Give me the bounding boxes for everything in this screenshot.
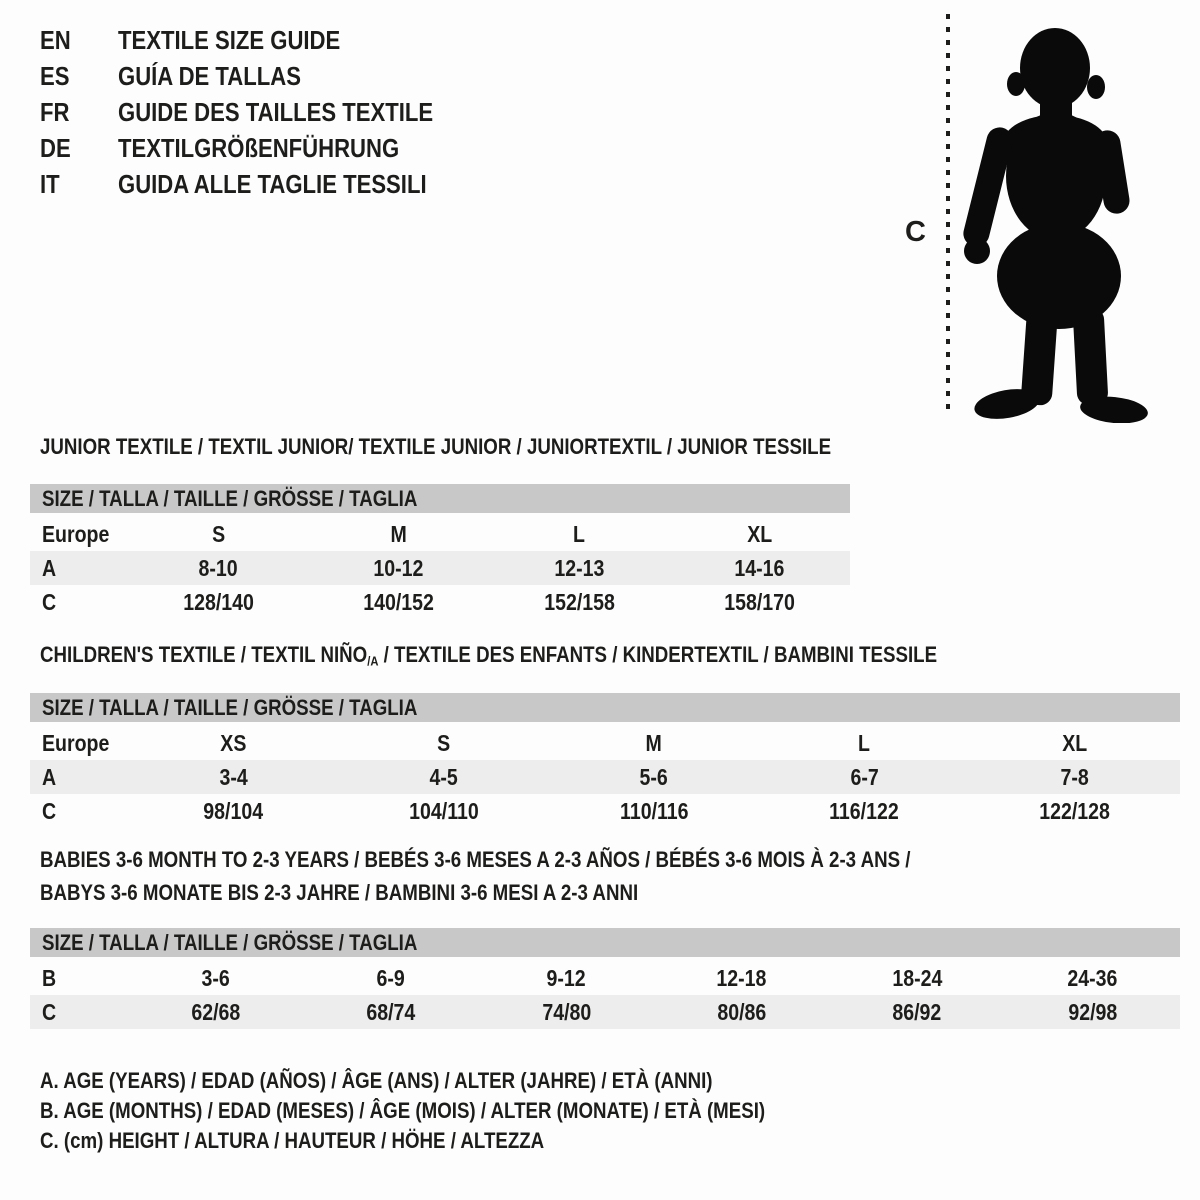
language-title: GUIDA ALLE TAGLIE TESSILI <box>118 168 427 199</box>
section-title-text: BABYS 3-6 MONATE BIS 2-3 JAHRE / BAMBINI 3-6 MESI A 2-3 ANNI <box>40 880 639 905</box>
cell-value: 74/80 <box>541 999 591 1025</box>
table-cell <box>549 726 759 760</box>
table-row <box>30 794 1180 828</box>
cell-value: M <box>645 729 663 756</box>
row-label-text: C <box>42 589 57 615</box>
cell-value: 86/92 <box>892 999 942 1025</box>
section-junior-textile <box>30 430 850 619</box>
table-row <box>30 517 850 551</box>
cell-value: 68/74 <box>366 999 416 1025</box>
table-cell <box>128 995 303 1029</box>
section-title-text: /A <box>367 653 379 669</box>
title-language-list <box>40 22 489 202</box>
size-table <box>30 484 850 619</box>
table-row <box>30 961 1180 995</box>
language-row <box>40 58 489 94</box>
row-label-text: A <box>42 763 57 790</box>
section-childrens-textile <box>30 638 1180 828</box>
cell-value: XL <box>747 521 773 547</box>
table-row <box>30 760 1180 794</box>
language-row <box>40 130 489 166</box>
table-cell <box>338 794 548 828</box>
table-cell <box>128 585 309 619</box>
toddler-figure <box>903 8 1163 423</box>
row-label-text: C <box>42 999 57 1025</box>
cell-value: 7-8 <box>1060 763 1089 790</box>
legend <box>40 1066 893 1156</box>
table-cell <box>338 726 548 760</box>
cell-value: S <box>437 729 451 756</box>
table-cell <box>670 517 851 551</box>
section-title-text: BABIES 3-6 MONTH TO 2-3 YEARS / BEBÉS 3-6 MESES A 2-3 AÑOS / BÉBÉS 3-6 MOIS À 2-3 ANS / <box>40 847 911 872</box>
size-table-header <box>30 484 850 513</box>
table-cell <box>829 995 1004 1029</box>
cell-value: 3-4 <box>219 763 248 790</box>
language-code: EN <box>40 24 71 55</box>
row-label-text: B <box>42 965 57 991</box>
language-code: ES <box>40 60 70 91</box>
section-title <box>30 430 850 463</box>
row-label <box>30 760 128 794</box>
table-cell <box>759 760 969 794</box>
section-title-line <box>40 843 1009 876</box>
section-title-line <box>40 430 832 463</box>
row-label-text: A <box>42 555 57 581</box>
legend-text: B. AGE (MONTHS) / EDAD (MESES) / ÂGE (MOIS) / ALTER (MONATE) / ETÀ (MESI) <box>40 1098 766 1123</box>
size-table-header <box>30 693 1180 722</box>
section-title-text: JUNIOR TEXTILE / TEXTIL JUNIOR/ TEXTILE JUNIOR / JUNIORTEXTIL / JUNIOR TESSILE <box>40 434 832 459</box>
cell-value: 104/110 <box>408 797 479 824</box>
row-label <box>30 585 128 619</box>
size-table-header-text: SIZE / TALLA / TAILLE / GRÖSSE / TAGLIA <box>42 694 418 720</box>
table-cell <box>654 961 829 995</box>
table-cell <box>759 794 969 828</box>
cell-value: 158/170 <box>724 589 796 615</box>
toddler-silhouette-icon <box>961 28 1150 423</box>
row-label <box>30 995 128 1029</box>
table-cell <box>309 585 490 619</box>
size-table <box>30 693 1180 828</box>
cell-value: 6-7 <box>850 763 879 790</box>
language-row <box>40 94 489 130</box>
table-cell <box>303 995 478 1029</box>
table-cell <box>970 760 1180 794</box>
table-cell <box>128 726 338 760</box>
size-table-rows <box>30 961 1180 1029</box>
size-table <box>30 928 1180 1029</box>
table-cell <box>309 551 490 585</box>
cell-value: 116/122 <box>829 797 900 824</box>
cell-value: 110/116 <box>619 797 689 824</box>
cell-value: 62/68 <box>191 999 241 1025</box>
cell-value: 122/128 <box>1039 797 1111 824</box>
cell-value: 80/86 <box>717 999 767 1025</box>
table-cell <box>1005 961 1180 995</box>
cell-value: XS <box>220 729 247 756</box>
cell-value: L <box>858 729 871 756</box>
table-cell <box>759 726 969 760</box>
cell-value: 128/140 <box>182 589 254 615</box>
table-cell <box>479 961 654 995</box>
cell-value: L <box>573 521 586 547</box>
table-row <box>30 585 850 619</box>
height-measure-label: C <box>905 216 926 248</box>
cell-value: 3-6 <box>201 965 230 991</box>
legend-line <box>40 1066 893 1096</box>
table-cell <box>970 794 1180 828</box>
cell-value: 18-24 <box>891 965 942 991</box>
section-title <box>30 638 1180 678</box>
table-cell <box>549 794 759 828</box>
cell-value: XL <box>1062 729 1088 756</box>
table-cell <box>549 760 759 794</box>
cell-value: 98/104 <box>203 797 264 824</box>
section-title-text: / TEXTILE DES ENFANTS / KINDERTEXTIL / BAMBINI TESSILE <box>378 642 938 667</box>
table-cell <box>128 794 338 828</box>
table-row <box>30 726 1180 760</box>
cell-value: 152/158 <box>543 589 615 615</box>
cell-value: 14-16 <box>734 555 785 581</box>
table-cell <box>970 726 1180 760</box>
cell-value: 8-10 <box>198 555 238 581</box>
size-table-header-text: SIZE / TALLA / TAILLE / GRÖSSE / TAGLIA <box>42 930 418 955</box>
row-label <box>30 551 128 585</box>
table-cell <box>303 961 478 995</box>
row-label-text: C <box>42 797 57 824</box>
row-label <box>30 794 128 828</box>
language-code: IT <box>40 168 60 199</box>
table-cell <box>1005 995 1180 1029</box>
table-cell <box>128 517 309 551</box>
legend-line <box>40 1096 893 1126</box>
language-row <box>40 166 489 202</box>
table-cell <box>489 517 670 551</box>
table-cell <box>128 760 338 794</box>
legend-text: A. AGE (YEARS) / EDAD (AÑOS) / ÂGE (ANS) / ALTER (JAHRE) / ETÀ (ANNI) <box>40 1068 713 1093</box>
row-label-text: Europe <box>42 521 110 547</box>
section-title-text: CHILDREN'S TEXTILE / TEXTIL NIÑO <box>40 642 368 667</box>
section-title <box>30 843 1180 909</box>
size-table-header <box>30 928 1180 957</box>
language-row <box>40 22 489 58</box>
language-title: TEXTILGRÖßENFÜHRUNG <box>118 132 400 163</box>
row-label <box>30 517 128 551</box>
table-cell <box>128 551 309 585</box>
cell-value: 24-36 <box>1067 965 1118 991</box>
row-label <box>30 961 128 995</box>
cell-value: 4-5 <box>429 763 458 790</box>
cell-value: 12-13 <box>554 555 605 581</box>
table-row <box>30 995 1180 1029</box>
section-babies-textile <box>30 843 1180 1029</box>
table-cell <box>479 995 654 1029</box>
legend-line <box>40 1126 893 1156</box>
table-cell <box>489 585 670 619</box>
section-title-line <box>40 638 1009 678</box>
cell-value: 92/98 <box>1067 999 1117 1025</box>
row-label-text: Europe <box>42 729 110 756</box>
cell-value: 5-6 <box>639 763 669 790</box>
language-code: DE <box>40 132 71 163</box>
cell-value: S <box>211 521 225 547</box>
table-cell <box>654 995 829 1029</box>
language-code: FR <box>40 96 70 127</box>
section-title-line <box>40 876 1009 909</box>
table-cell <box>489 551 670 585</box>
legend-text: C. (cm) HEIGHT / ALTURA / HAUTEUR / HÖHE / ALTEZZA <box>40 1128 545 1153</box>
language-title: TEXTILE SIZE GUIDE <box>118 24 341 55</box>
table-cell <box>829 961 1004 995</box>
language-title: GUIDE DES TAILLES TEXTILE <box>118 96 434 127</box>
size-table-header-text: SIZE / TALLA / TAILLE / GRÖSSE / TAGLIA <box>42 486 418 511</box>
cell-value: M <box>390 521 407 547</box>
cell-value: 12-18 <box>716 965 767 991</box>
table-cell <box>128 961 303 995</box>
table-row <box>30 551 850 585</box>
size-table-rows <box>30 726 1180 828</box>
cell-value: 140/152 <box>363 589 435 615</box>
size-table-rows <box>30 517 850 619</box>
table-cell <box>309 517 490 551</box>
table-cell <box>670 551 851 585</box>
row-label <box>30 726 128 760</box>
cell-value: 6-9 <box>376 965 406 991</box>
table-cell <box>338 760 548 794</box>
table-cell <box>670 585 851 619</box>
language-title: GUÍA DE TALLAS <box>118 60 301 91</box>
cell-value: 10-12 <box>373 555 424 581</box>
cell-value: 9-12 <box>546 965 586 991</box>
